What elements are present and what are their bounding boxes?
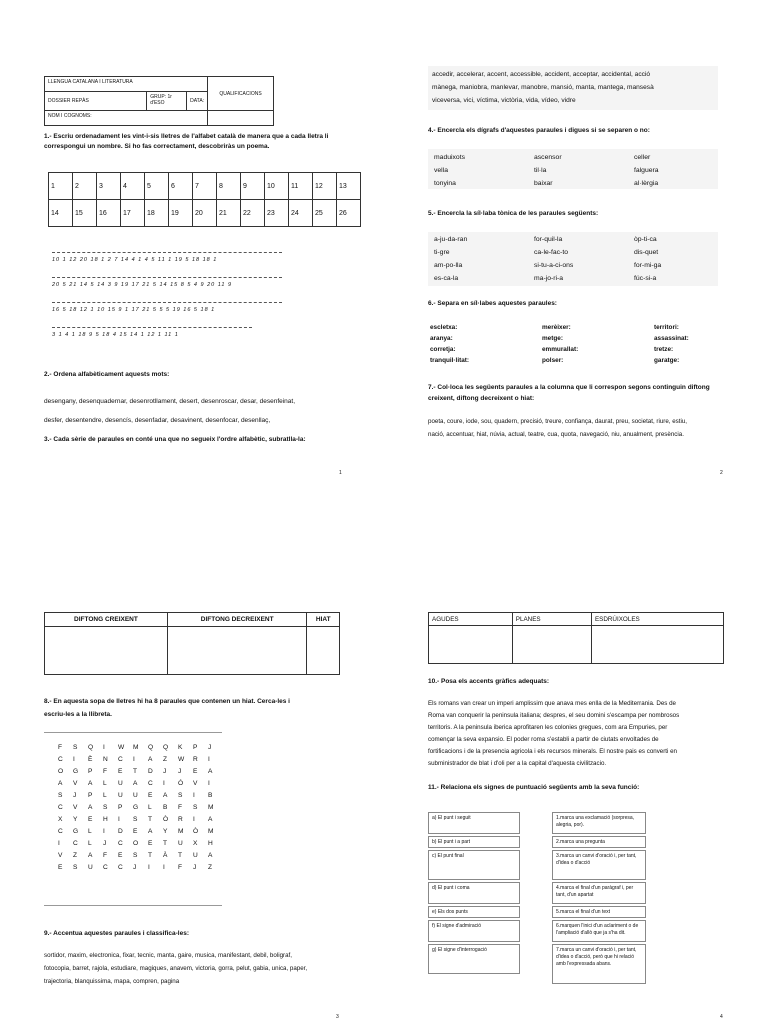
- wordsearch-letter: H: [208, 840, 213, 847]
- wordsearch-letter: X: [193, 840, 198, 847]
- number-cell: 1: [49, 173, 73, 200]
- separate-word: corretja:: [430, 346, 456, 353]
- q2-words-line-1: desengany, desenquadernar, desenrotllament, desert, desenroscar, desar, desenfeinat,: [44, 398, 296, 405]
- digraph-word: tonyina: [434, 180, 456, 187]
- wordsearch-letter: J: [193, 864, 197, 871]
- number-cell: 17: [121, 200, 145, 227]
- wordsearch-letter: C: [118, 840, 123, 847]
- series-line-3: viceversa, vici, víctima, victòria, vida, vídeo, vidre: [432, 97, 576, 104]
- syllable-word: for-mi-ga: [634, 262, 662, 269]
- col-planes: PLANES: [512, 613, 591, 626]
- wordsearch-letter: C: [58, 756, 63, 763]
- name-cell: NOM I COGNOMS:: [45, 111, 208, 126]
- wordsearch-letter: E: [193, 768, 198, 775]
- number-cell: 26: [337, 200, 361, 227]
- separate-word: garatge:: [654, 357, 680, 364]
- page-2: [384, 0, 768, 512]
- wordsearch-letter: C: [103, 864, 108, 871]
- page-3: [0, 512, 384, 1024]
- separate-word: merèixer:: [542, 324, 571, 331]
- punctuation-function-item: 6.marquen l'inici d'un aclariment o de l'ampliació d'allò que ja s'ha dit.: [552, 920, 646, 942]
- wordsearch-letter: T: [148, 816, 153, 823]
- number-cell: 2: [73, 173, 97, 200]
- syllable-word: am-po-lla: [434, 262, 463, 269]
- cipher-line: 20 5 21 14 5 14 3 9 19 17 21 5 14 15 8 5 4 9 20 11 9: [52, 277, 282, 288]
- wordsearch-letter: F: [103, 768, 108, 775]
- q9-words-line-1: sortidor, maxim, electronica, fixar, tecnic, manta, gaire, musica, manifestant, debil, boligraf,: [44, 952, 292, 959]
- number-cell: 13: [337, 173, 361, 200]
- q6-word-grid: [430, 322, 754, 366]
- wordsearch-letter: E: [148, 792, 153, 799]
- wordsearch-letter: J: [208, 744, 212, 751]
- wordsearch-letter: U: [118, 780, 123, 787]
- punctuation-sign-item: d) El punt i coma: [428, 882, 520, 904]
- wordsearch-letter: A: [88, 852, 93, 859]
- wordsearch-letter: J: [133, 864, 137, 871]
- syllable-word: dis-quet: [634, 249, 659, 256]
- wordsearch-letter: Z: [163, 756, 168, 763]
- number-cell: 23: [265, 200, 289, 227]
- wordsearch-letter: J: [73, 792, 77, 799]
- wordsearch-letter: J: [103, 840, 107, 847]
- wordsearch-letter: E: [58, 864, 63, 871]
- number-cell: 4: [121, 173, 145, 200]
- syllable-word: a-ju-da-ran: [434, 236, 468, 243]
- qualifications-cell: QUALIFICACIONS: [208, 77, 274, 111]
- col-esdruixoles: ESDRÚIXOLES: [591, 613, 723, 626]
- punctuation-sign-item: c) El punt final: [428, 850, 520, 880]
- wordsearch-letter: D: [118, 828, 123, 835]
- wordsearch-letter: I: [58, 840, 60, 847]
- wordsearch-letter: A: [148, 828, 153, 835]
- question-8-line-2: escriu-les a la llibreta.: [44, 711, 112, 718]
- cipher-line: 16 5 18 12 1 10 15 9 1 17 21 5 5 5 19 16 5 18 1: [52, 302, 282, 313]
- number-cell: 20: [193, 200, 217, 227]
- numbers-row-1: [49, 173, 361, 200]
- wordsearch-letter: I: [73, 756, 75, 763]
- col-diftong-decreixent: DIFTONG DECREIXENT: [167, 613, 307, 627]
- date-cell: DATA:: [187, 92, 208, 111]
- wordsearch-letter: A: [133, 780, 138, 787]
- cipher-poem: [52, 252, 342, 338]
- punctuation-right-column: [552, 812, 646, 1012]
- separate-word: aranya:: [430, 335, 453, 342]
- wordsearch-letter: B: [163, 804, 168, 811]
- question-9: 9.- Accentua aquestes paraules i classifica-les:: [44, 930, 189, 937]
- wordsearch-letter: M: [208, 804, 214, 811]
- number-cell: 9: [241, 173, 265, 200]
- q10-line: subministrador de blat i d'oli per a la capital d'aquesta civilitzacio.: [428, 760, 607, 767]
- wordsearch-letter: A: [163, 792, 168, 799]
- wordsearch-letter: Y: [163, 828, 168, 835]
- wordsearch-letter: S: [58, 792, 63, 799]
- separate-word: escletxa:: [430, 324, 458, 331]
- punctuation-function-item: 4.marca el final d'un paràgraf i, per tant, d'un apartat: [552, 882, 646, 904]
- separate-word: assassinat:: [654, 335, 689, 342]
- wordsearch-letter: Q: [163, 744, 169, 751]
- wordsearch-letter: T: [178, 852, 183, 859]
- wordsearch-letter: O: [58, 768, 64, 775]
- wordsearch-letter: G: [133, 804, 139, 811]
- q10-line: començar la seva expansio. El poder roma s'establi a partir de ciutats envoltades de: [428, 736, 659, 743]
- digraph-word: til·la: [534, 167, 547, 174]
- wordsearch-letter: S: [133, 816, 138, 823]
- wordsearch-letter: I: [163, 780, 165, 787]
- number-cell: 15: [73, 200, 97, 227]
- wordsearch-letter: A: [88, 804, 93, 811]
- punctuation-sign-item: e) Els dos punts: [428, 906, 520, 918]
- q4-word-grid: [434, 152, 724, 190]
- wordsearch-letter: I: [193, 816, 195, 823]
- wordsearch-letter: S: [133, 852, 138, 859]
- answer-cell[interactable]: [512, 626, 591, 664]
- wordsearch-letter: Z: [208, 864, 213, 871]
- cipher-line: 3 1 4 1 18 9 5 18 4 15 14 1 12 1 11 1: [52, 327, 252, 338]
- wordsearch-letter: R: [193, 756, 198, 763]
- wordsearch-letter: J: [163, 768, 167, 775]
- wordsearch-letter: T: [133, 768, 138, 775]
- number-cell: 10: [265, 173, 289, 200]
- answer-cell[interactable]: [429, 626, 513, 664]
- number-cell: 16: [97, 200, 121, 227]
- punctuation-function-item: 7.marca un canvi d'oració i, per tant, d'idea o d'acció, però que hi relació amb l'expressada abans.: [552, 944, 646, 984]
- wordsearch-letter: C: [148, 780, 153, 787]
- wordsearch-letter: V: [73, 780, 78, 787]
- question-6: 6.- Separa en síl·labes aquestes paraules:: [428, 300, 557, 307]
- question-4: 4.- Encercla els dígrafs d'aquestes paraules i digues si se separen o no:: [428, 127, 650, 134]
- page-1: [0, 0, 384, 512]
- separate-word: metge:: [542, 335, 563, 342]
- wordsearch-letter: C: [118, 864, 123, 871]
- number-cell: 25: [313, 200, 337, 227]
- wordsearch-letter: A: [148, 756, 153, 763]
- subject-cell: LLENGUA CATALANA I LITERATURA: [45, 77, 208, 92]
- wordsearch-letter: G: [73, 768, 79, 775]
- separate-word: territori:: [654, 324, 679, 331]
- q9-words-line-3: trajectoria, blanquissima, mapa, compren, pagina: [44, 978, 180, 985]
- punctuation-function-item: 2.marca una pregunta: [552, 836, 646, 848]
- question-5: 5.- Encercla la síl·laba tònica de les paraules següents:: [428, 210, 599, 217]
- wordsearch-letter: E: [88, 816, 93, 823]
- q10-line: fortificacions i de la presencia agricola i els recursos minerals. El nostre pais es converti en: [428, 748, 677, 755]
- wordsearch-letter: I: [163, 864, 165, 871]
- col-agudes: AGUDES: [429, 613, 513, 626]
- wordsearch-letter: V: [58, 852, 63, 859]
- wordsearch-letter: S: [178, 792, 183, 799]
- number-cell: 19: [169, 200, 193, 227]
- q10-line: territoris. A la peninsula iberica aprofitaren les colonies gregues, com ara Empuries, per: [428, 724, 668, 731]
- digraph-word: celler: [634, 154, 651, 161]
- wordsearch-letter: X: [58, 816, 63, 823]
- number-cell: 5: [145, 173, 169, 200]
- answer-cell[interactable]: [45, 627, 168, 675]
- q7-words-line-2: nació, accentuar, hiat, núvia, actual, teatre, cua, quota, navegació, niu, anualment, presència.: [428, 431, 684, 438]
- wordsearch-letter: L: [148, 804, 152, 811]
- syllable-word: ma-jo-ri-a: [534, 275, 564, 282]
- q9-words-line-2: fotocopia, barret, rajola, estudiare, magiques, anavem, victoria, gorra, pelut, gabia, unica, paper,: [44, 965, 308, 972]
- wordsearch-letter: È: [88, 756, 93, 763]
- wordsearch-letter: A: [208, 768, 213, 775]
- wordsearch-letter: U: [178, 840, 183, 847]
- group-cell: GRUP: 1r d'ESO: [147, 92, 187, 111]
- wordsearch-letter: A: [58, 780, 63, 787]
- wordsearch-letter: V: [73, 804, 78, 811]
- number-cell: 22: [241, 200, 265, 227]
- separate-word: tranquil·litat:: [430, 357, 470, 364]
- wordsearch-letter: M: [178, 828, 184, 835]
- digraph-word: maduixots: [434, 154, 465, 161]
- wordsearch-letter: D: [148, 768, 153, 775]
- syllable-word: es-ca-la: [434, 275, 459, 282]
- page-number: 3: [336, 1014, 339, 1020]
- digraph-word: vella: [434, 167, 448, 174]
- question-8-line-1: 8.- En aquesta sopa de lletres hi ha 8 paraules que contenen un hiat. Cerca-les i: [44, 698, 290, 705]
- wordsearch-letter: F: [178, 864, 183, 871]
- wordsearch-letter: A: [208, 816, 213, 823]
- wordsearch-letter: T: [148, 852, 153, 859]
- syllable-word: ti-gre: [434, 249, 450, 256]
- wordsearch-letter: M: [133, 744, 139, 751]
- wordsearch-letter: L: [103, 780, 107, 787]
- wordsearch-letter: S: [193, 804, 198, 811]
- wordsearch-letter: I: [118, 816, 120, 823]
- number-cell: 18: [145, 200, 169, 227]
- q5-syllable-grid: [434, 234, 724, 285]
- wordsearch-letter: J: [178, 768, 182, 775]
- dossier-cell: DOSSIER REPÀS: [45, 92, 147, 111]
- cipher-line: 10 1 12 20 18 1 2 7 14 4 1 4 5 11 1 19 5 18 18 1: [52, 252, 282, 263]
- accent-classification-table: [428, 612, 724, 664]
- wordsearch-letter: I: [103, 828, 105, 835]
- wordsearch-letter: L: [103, 792, 107, 799]
- digraph-word: ascensor: [534, 154, 562, 161]
- wordsearch-letter: F: [58, 744, 63, 751]
- wordsearch-letter: P: [193, 744, 198, 751]
- digraph-word: falguera: [634, 167, 659, 174]
- question-11: 11.- Relaciona els signes de puntuació següents amb la seva funció:: [428, 784, 640, 791]
- wordsearch-letter: F: [103, 852, 108, 859]
- qualifications-blank: [208, 111, 274, 126]
- punctuation-sign-item: a) El punt i seguit: [428, 812, 520, 834]
- wordsearch-letter: L: [88, 828, 92, 835]
- page-4: [384, 512, 768, 1024]
- separate-word: emmurallat:: [542, 346, 579, 353]
- question-2: 2.- Ordena alfabèticament aquests mots:: [44, 371, 170, 378]
- page-number: 4: [720, 1014, 723, 1020]
- question-7: 7.- Col·loca les següents paraules a la columna que li correspon segons continguin diftong creixent, diftong decreixent o hiat:: [428, 384, 710, 402]
- wordsearch-letter: P: [88, 792, 93, 799]
- wordsearch-letter: O: [133, 840, 139, 847]
- wordsearch-letter: E: [133, 828, 138, 835]
- alphabet-number-table: [48, 172, 361, 227]
- q10-line: Els romans van crear un imperi amplissim que anava mes enlla de la Mediterrania. Des de: [428, 700, 676, 707]
- page-number: 1: [339, 470, 342, 476]
- wordsearch-letter: R: [178, 816, 183, 823]
- wordsearch-letter: I: [148, 864, 150, 871]
- series-line-2: mànega, maniobra, manlevar, manobre, mansió, manta, mantega, mansesà: [432, 84, 654, 91]
- wordsearch-letter: I: [208, 780, 210, 787]
- wordsearch-letter: H: [103, 816, 108, 823]
- wordsearch-letter: E: [118, 852, 123, 859]
- series-line-1: accedir, accelerar, accent, accessible, accident, acceptar, accidental, acció: [432, 71, 651, 78]
- wordsearch-letter: Q: [148, 744, 154, 751]
- wordsearch-letter: I: [208, 756, 210, 763]
- wordsearch-letter: W: [178, 756, 185, 763]
- wordsearch-letter: S: [73, 864, 78, 871]
- number-cell: 6: [169, 173, 193, 200]
- wordsearch-letter: N: [103, 756, 108, 763]
- wordsearch-letter: À: [163, 852, 168, 859]
- q7-words-line-1: poeta, coure, iode, sou, quadern, precisió, treure, confiança, daurat, preu, societat, riure, estiu,: [428, 418, 687, 425]
- wordsearch-letter: L: [88, 840, 92, 847]
- wordsearch-letter: S: [73, 744, 78, 751]
- wordsearch-letter: A: [208, 852, 213, 859]
- number-cell: 24: [289, 200, 313, 227]
- number-cell: 11: [289, 173, 313, 200]
- wordsearch-letter: Ò: [193, 828, 199, 835]
- wordsearch-letter: S: [103, 804, 108, 811]
- punctuation-sign-item: b) El punt i a part: [428, 836, 520, 848]
- wordsearch-letter: Ó: [178, 780, 184, 787]
- answer-cell[interactable]: [167, 627, 307, 675]
- col-diftong-creixent: DIFTONG CREIXENT: [45, 613, 168, 627]
- q10-paragraph: [428, 698, 724, 770]
- word-search-grid: [58, 744, 223, 871]
- page-number: 2: [720, 470, 723, 476]
- q10-line: Roma van conquerir la peninsula italiana; despres, el seu domini s'escampa per nombrosos: [428, 712, 680, 719]
- wordsearch-letter: E: [118, 768, 123, 775]
- number-cell: 12: [313, 173, 337, 200]
- wordsearch-letter: C: [118, 756, 123, 763]
- question-10: 10.- Posa els accents gràfics adequats:: [428, 678, 550, 685]
- diphthong-table: [44, 612, 340, 675]
- question-3: 3.- Cada sèrie de paraules en conté una que no segueix l'ordre alfabètic, subratlla-la:: [44, 436, 306, 443]
- number-cell: 14: [49, 200, 73, 227]
- answer-cell[interactable]: [307, 627, 340, 675]
- wordsearch-letter: Z: [73, 852, 78, 859]
- answer-cell[interactable]: [591, 626, 723, 664]
- syllable-word: for-quil-la: [534, 236, 563, 243]
- separate-word: polser:: [542, 357, 564, 364]
- wordsearch-letter: U: [118, 792, 123, 799]
- wordsearch-letter: C: [58, 804, 63, 811]
- digraph-word: baixar: [534, 180, 553, 187]
- wordsearch-letter: C: [73, 840, 78, 847]
- punctuation-function-item: 1.marca una exclamació (sorpresa, alegria, por).: [552, 812, 646, 834]
- wordsearch-letter: A: [88, 780, 93, 787]
- q2-words-line-2: desfer, desentendre, desencís, desenfadar, desavinent, desenfocar, desenllaç,: [44, 417, 271, 424]
- wordsearch-letter: Q: [88, 744, 94, 751]
- punctuation-sign-item: f) El signe d'admiració: [428, 920, 520, 942]
- syllable-word: fúc-si-a: [634, 275, 657, 282]
- question-1: 1.- Escriu ordenadament les vint-i-sis lletres de l'alfabet català de manera que a cada lletra li correspongui un nombre. Si ho fas correctament, descobriràs un poema.: [44, 133, 329, 150]
- wordsearch-letter: I: [103, 744, 105, 751]
- wordsearch-letter: E: [148, 840, 153, 847]
- syllable-word: òp-ti-ca: [634, 236, 657, 243]
- wordsearch-letter: B: [208, 792, 213, 799]
- wordsearch-letter: I: [193, 792, 195, 799]
- punctuation-function-item: 5.marca el final d'un text: [552, 906, 646, 918]
- wordsearch-letter: U: [133, 792, 138, 799]
- number-cell: 7: [193, 173, 217, 200]
- syllable-word: si-tu-a-ci-ons: [534, 262, 574, 269]
- wordsearch-letter: U: [88, 864, 93, 871]
- wordsearch-letter: M: [208, 828, 214, 835]
- wordsearch-letter: U: [193, 852, 198, 859]
- wordsearch-letter: C: [58, 828, 63, 835]
- punctuation-function-item: 3.marca un canvi d'oració i, per tant, d'idea o d'acció: [552, 850, 646, 880]
- syllable-word: ca-le-fac-to: [534, 249, 568, 256]
- wordsearch-letter: W: [118, 744, 125, 751]
- wordsearch-letter: P: [118, 804, 123, 811]
- numbers-row-2: [49, 200, 361, 227]
- wordsearch-letter: V: [193, 780, 198, 787]
- wordsearch-letter: K: [178, 744, 183, 751]
- number-cell: 21: [217, 200, 241, 227]
- punctuation-sign-item: g) El signe d'interrogació: [428, 944, 520, 974]
- number-cell: 3: [97, 173, 121, 200]
- wordsearch-letter: Y: [73, 816, 78, 823]
- digraph-word: al·lèrgia: [634, 180, 659, 187]
- col-hiat: HIAT: [307, 613, 340, 627]
- wordsearch-letter: I: [133, 756, 135, 763]
- wordsearch-letter: F: [178, 804, 183, 811]
- wordsearch-letter: P: [88, 768, 93, 775]
- header-table: [44, 76, 274, 126]
- punctuation-left-column: [428, 812, 520, 1012]
- wordsearch-letter: Ò: [163, 816, 169, 823]
- wordsearch-letter: T: [163, 840, 168, 847]
- separate-word: tretze:: [654, 346, 674, 353]
- wordsearch-letter: G: [73, 828, 79, 835]
- number-cell: 8: [217, 173, 241, 200]
